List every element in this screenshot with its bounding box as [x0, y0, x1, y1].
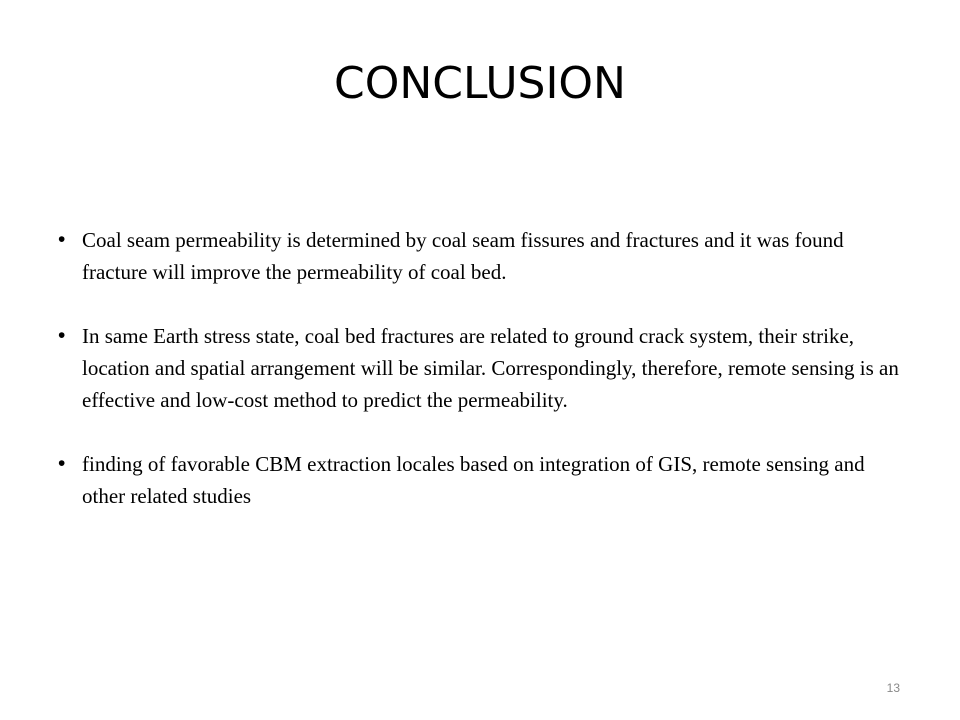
bullet-text: Coal seam permeability is determined by coal seam fissures and fractures and it was found fracture will improve the permeability of coal bed. [82, 228, 844, 284]
bullet-icon: • [58, 452, 66, 475]
bullet-item [58, 448, 908, 512]
slide-title: CONCLUSION [334, 58, 626, 109]
bullet-text: finding of favorable CBM extraction locales based on integration of GIS, remote sensing and other related studies [82, 452, 865, 508]
bullet-item [58, 224, 908, 288]
bullet-icon: • [58, 324, 66, 347]
bullet-text: In same Earth stress state, coal bed fractures are related to ground crack system, their strike, location and spatial arrangement will be similar. Correspondingly, therefore, remote sensing is an effective and low-cost method to predict the permeability. [82, 324, 899, 412]
page-number: 13 [886, 681, 900, 695]
bullet-list [58, 224, 908, 512]
bullet-item [58, 320, 908, 416]
bullet-icon: • [58, 228, 66, 251]
